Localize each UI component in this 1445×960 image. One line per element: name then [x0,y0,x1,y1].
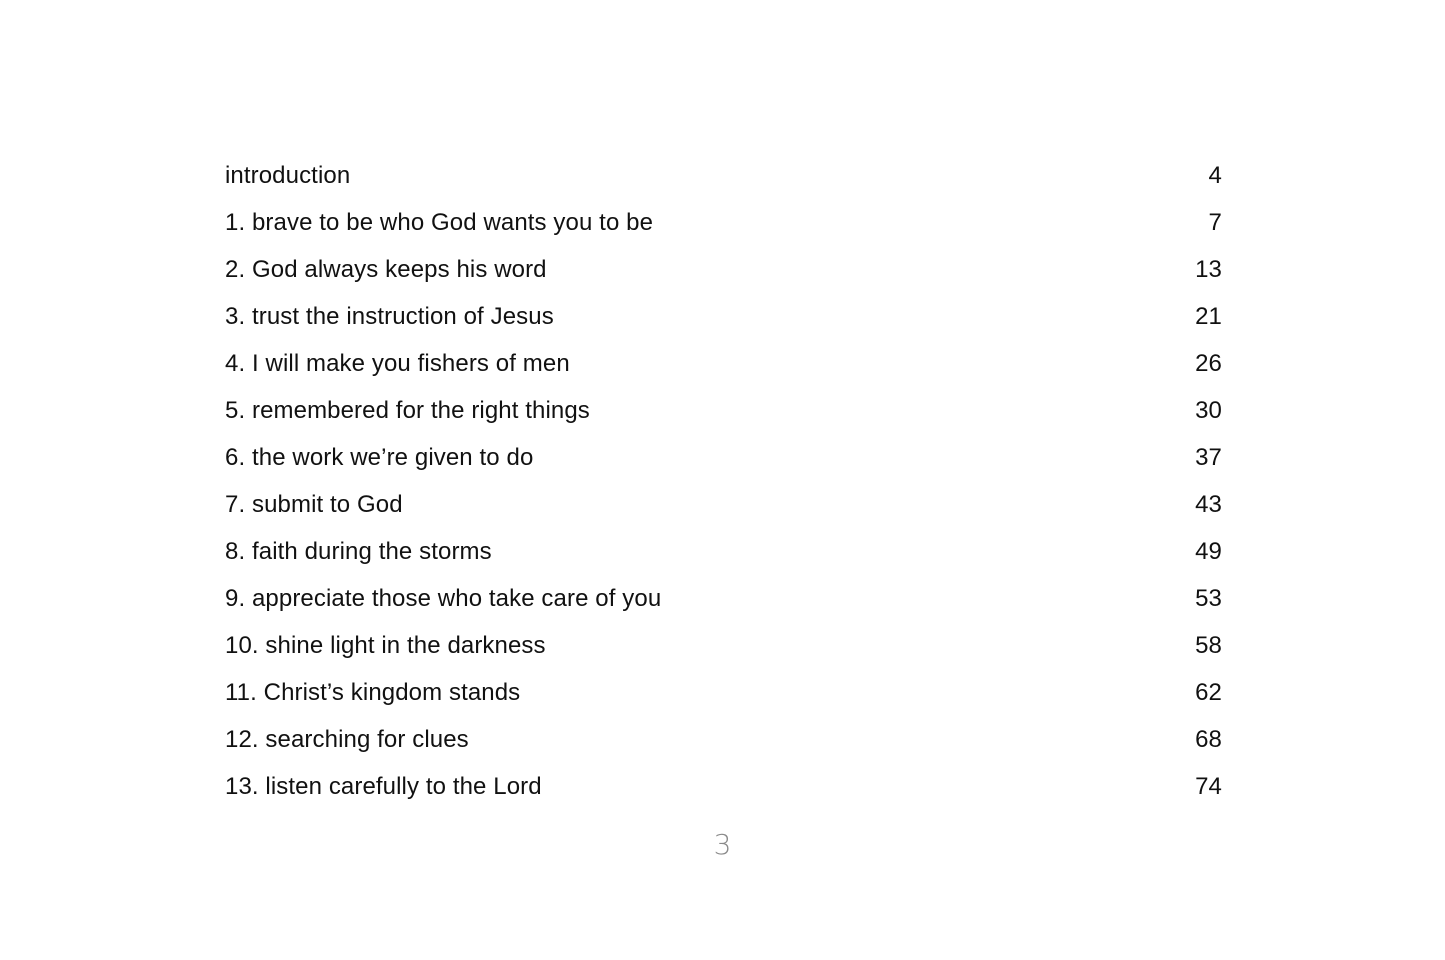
toc-entry-title: 12. searching for clues [225,726,469,753]
toc-entry-page: 68 [1195,726,1222,753]
toc-entry-page: 4 [1208,162,1222,189]
toc-entry-title: 11. Christ’s kingdom stands [225,679,521,706]
toc-entry-title: 7. submit to God [225,491,403,518]
toc-entry-5 [225,387,1222,434]
toc-entry-title: 3. trust the instruction of Jesus [225,303,554,330]
table-of-contents [225,152,1222,810]
toc-entry-title: 13. listen carefully to the Lord [225,773,542,800]
toc-entry-2 [225,246,1222,293]
page-number: 3 [713,828,732,861]
toc-entry-8 [225,528,1222,575]
toc-entry-title: 4. I will make you fishers of men [225,350,570,377]
toc-entry-title: 10. shine light in the darkness [225,632,546,659]
toc-entry-page: 13 [1195,256,1222,283]
toc-entry-page: 74 [1195,773,1222,800]
toc-entry-page: 37 [1195,444,1222,471]
toc-entry-page: 58 [1195,632,1222,659]
toc-entry-page: 49 [1195,538,1222,565]
toc-entry-page: 21 [1195,303,1222,330]
toc-entry-title: introduction [225,162,351,189]
toc-entry-3 [225,293,1222,340]
toc-entry-title: 2. God always keeps his word [225,256,547,283]
toc-entry-9 [225,575,1222,622]
toc-entry-1 [225,199,1222,246]
toc-entry-12 [225,716,1222,763]
toc-entry-introduction [225,152,1222,199]
toc-entry-6 [225,434,1222,481]
toc-entry-title: 1. brave to be who God wants you to be [225,209,654,236]
toc-entry-page: 53 [1195,585,1222,612]
toc-entry-page: 30 [1195,397,1222,424]
toc-entry-11 [225,669,1222,716]
toc-entry-title: 8. faith during the storms [225,538,492,565]
toc-entry-title: 6. the work we’re given to do [225,444,534,471]
toc-entry-4 [225,340,1222,387]
toc-entry-13 [225,763,1222,810]
toc-entry-title: 9. appreciate those who take care of you [225,585,662,612]
toc-entry-10 [225,622,1222,669]
toc-entry-page: 7 [1208,209,1222,236]
toc-entry-page: 26 [1195,350,1222,377]
toc-entry-page: 43 [1195,491,1222,518]
toc-entry-title: 5. remembered for the right things [225,397,590,424]
toc-entry-page: 62 [1195,679,1222,706]
toc-entry-7 [225,481,1222,528]
